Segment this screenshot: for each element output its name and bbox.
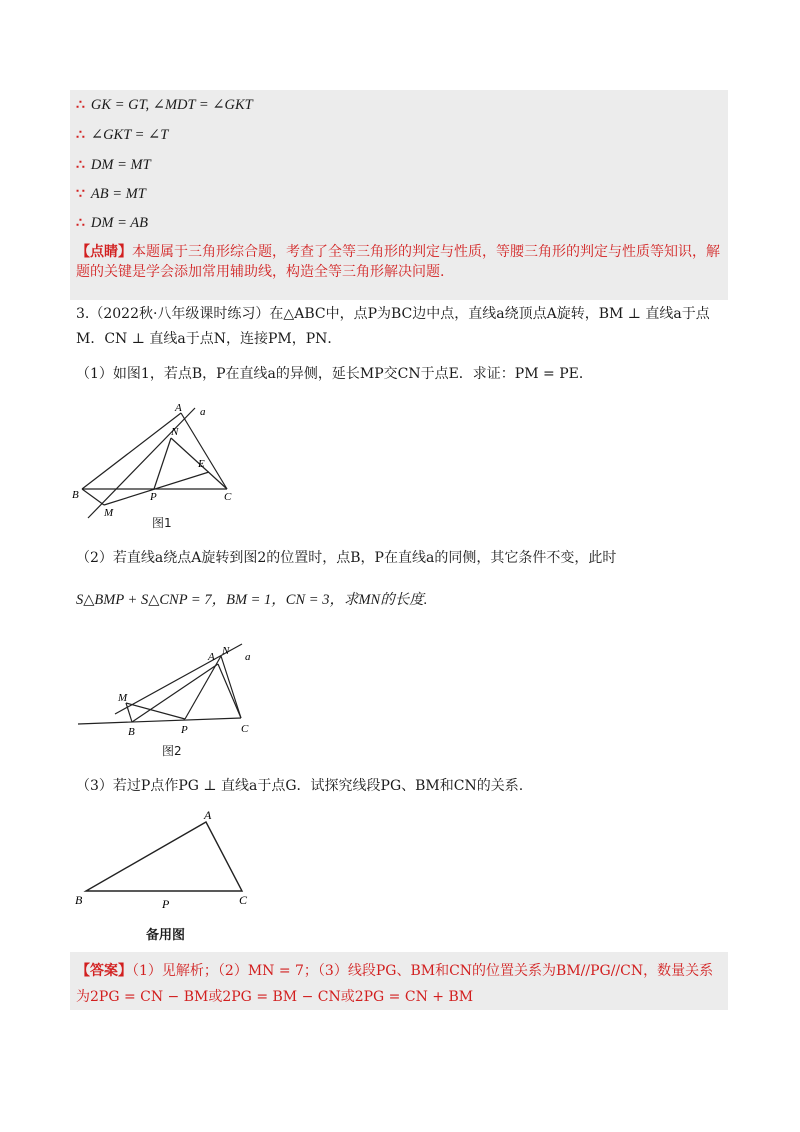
proof-line-3: ∴ DM = MT [76,157,151,173]
therefore-symbol: ∴ [76,127,85,143]
fig2-side-AC [218,664,241,718]
therefore-symbol: ∴ [76,157,85,173]
fig1-segment-PN [154,438,171,489]
fig1-label-M: M [104,507,114,519]
proof-line-1: ∴ GK = GT, ∠MDT = ∠GKT [76,97,253,113]
fig1-label-E: E [198,458,205,470]
fig2-label-M: M [118,692,128,704]
question-3: （3）若过P点作PG ⊥ 直线a于点G．试探究线段PG、BM和CN的关系. [76,778,524,794]
problem-heading: 3.（2022秋·八年级课时练习）在△ABC中，点P为BC边中点，直线a绕顶点A旋转，BM ⊥ 直线a于点 M．CN ⊥ 直线a于点N，连接PM，PN． [76,306,710,347]
figure-3-caption: 备用图 [146,928,186,943]
fig3-label-A: A [204,808,212,822]
fig2-label-C: C [241,723,249,735]
fig1-line-a [88,408,195,518]
fig2-label-P: P [181,724,188,736]
fig1-segment-BM [82,489,104,505]
fig2-side-BC [78,718,241,724]
fig2-label-B: B [128,726,135,738]
proof-line-2: ∴ ∠GKT = ∠T [76,127,169,143]
question-2-given: S△BMP + S△CNP = 7，BM = 1，CN = 3，求MN的长度. [76,592,428,608]
fig2-label-A: A [208,651,215,663]
fig1-side-AC [181,413,227,489]
proof-line-4: ∵ AB = MT [76,186,146,202]
figure-3 [70,806,270,910]
figure-1-caption: 图1 [152,516,172,530]
fig3-label-B: B [75,893,83,907]
fig1-label-P: P [150,491,157,503]
fig1-label-C: C [224,491,232,503]
question-2: （2）若直线a绕点A旋转到图2的位置时，点B，P在直线a的同侧，其它条件不变，此时 [76,550,617,566]
therefore-symbol: ∴ [76,215,85,231]
fig1-label-a: a [200,406,206,418]
proof-line-5: ∴ DM = AB [76,215,148,231]
therefore-symbol: ∴ [76,97,85,113]
fig2-segment-PM [126,703,185,719]
answer-text-1: （1）见解析；（2）MN = 7；（3）线段PG、BM和CN的位置关系为BM//PG//CN，数量关系 [132,963,714,979]
comment-paragraph [76,242,726,282]
fig1-label-B: B [72,489,79,501]
comment-tag: 【点睛】 [76,244,132,260]
comment-text-1: 本题属于三角形综合题，考查了全等三角形的判定与性质，等腰三角形的判定与性质等知识，解 [132,244,720,260]
fig3-label-P: P [162,897,170,910]
fig1-label-N: N [171,426,179,438]
comment-text-2: 题的关键是学会添加常用辅助线，构造全等三角形解决问题. [76,264,445,280]
fig3-label-C: C [239,893,248,907]
because-symbol: ∵ [76,186,85,202]
fig2-segment-CN [221,656,241,718]
fig2-side-AB [132,664,218,722]
fig2-label-N: N [222,645,230,657]
figure-2-caption: 图2 [162,744,182,758]
figure-2 [70,640,270,740]
figure-1 [70,400,250,530]
fig1-label-A: A [175,402,182,414]
answer-text-2: 为2PG = CN − BM或2PG = BM − CN或2PG = CN + BM [76,989,474,1005]
fig3-triangle-ABC [86,822,242,891]
question-1: （1）如图1，若点B，P在直线a的异侧，延长MP交CN于点E．求证：PM = PE． [76,366,593,382]
fig2-label-a: a [245,651,251,663]
answer-tag: 【答案】 [76,963,132,979]
answer-paragraph [76,958,726,1010]
